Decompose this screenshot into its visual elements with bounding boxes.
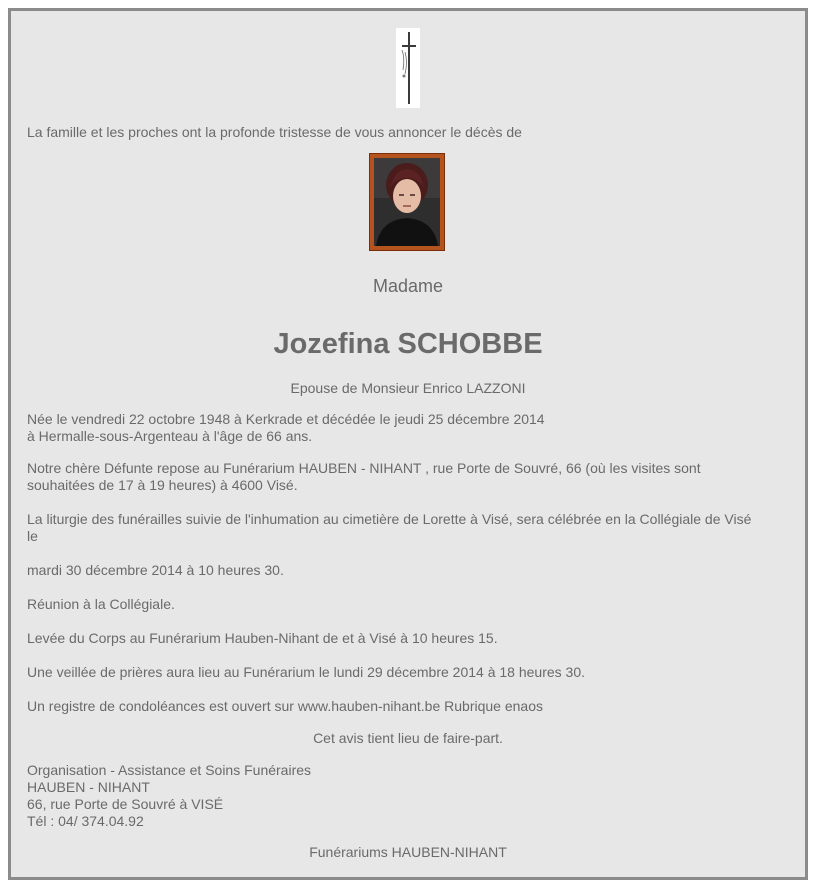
liturgy-line-2: le [27,528,38,544]
ceremony-date: mardi 30 décembre 2014 à 10 heures 30. [27,562,284,578]
organisation-line-2: HAUBEN - NIHANT [27,779,150,795]
spouse-line: Epouse de Monsieur Enrico LAZZONI [290,380,526,396]
levee-du-corps: Levée du Corps au Funérarium Hauben-Nihant de et à Visé à 10 heures 15. [27,630,498,646]
condolence-register: Un registre de condoléances est ouvert sur www.hauben-nihant.be Rubrique enaos [27,698,543,714]
vigil-line: Une veillée de prières aura lieu au Funérarium le lundi 29 décembre 2014 à 18 heures 30. [27,664,586,680]
honorific: Madame [372,276,444,296]
birth-death-line-1: Née le vendredi 22 octobre 1948 à Kerkrade et décédée le jeudi 25 décembre 2014 [27,411,545,427]
notice-line: Cet avis tient lieu de faire-part. [313,730,503,746]
intro-text: La famille et les proches ont la profonde tristesse de vous annoncer le décès de [27,124,522,140]
birth-death-line-2: à Hermalle-sous-Argenteau à l'âge de 66 ans. [27,428,313,444]
footer-signature: Funérariums HAUBEN-NIHANT [309,844,507,860]
organisation-phone: Tél : 04/ 374.04.92 [27,813,144,829]
cross-emblem [396,28,420,108]
repose-line-1: Notre chère Défunte repose au Funérarium HAUBEN - NIHANT , rue Porte de Souvré, 66 (où les visites sont [27,460,701,476]
portrait-photo [374,158,440,246]
repose-line-2: souhaitées de 17 à 19 heures) à 4600 Visé. [27,477,298,493]
deceased-name: Jozefina SCHOBBE [273,328,543,360]
organisation-line-3: 66, rue Porte de Souvré à VISÉ [27,796,224,812]
meeting-place: Réunion à la Collégiale. [27,596,175,612]
death-notice-card [8,8,808,880]
cross-icon [396,28,420,108]
deceased-portrait [369,153,445,251]
organisation-line-1: Organisation - Assistance et Soins Funéraires [27,762,312,778]
liturgy-line-1: La liturgie des funérailles suivie de l'inhumation au cimetière de Lorette à Visé, sera célébrée en la Collégiale de Visé [27,511,752,527]
